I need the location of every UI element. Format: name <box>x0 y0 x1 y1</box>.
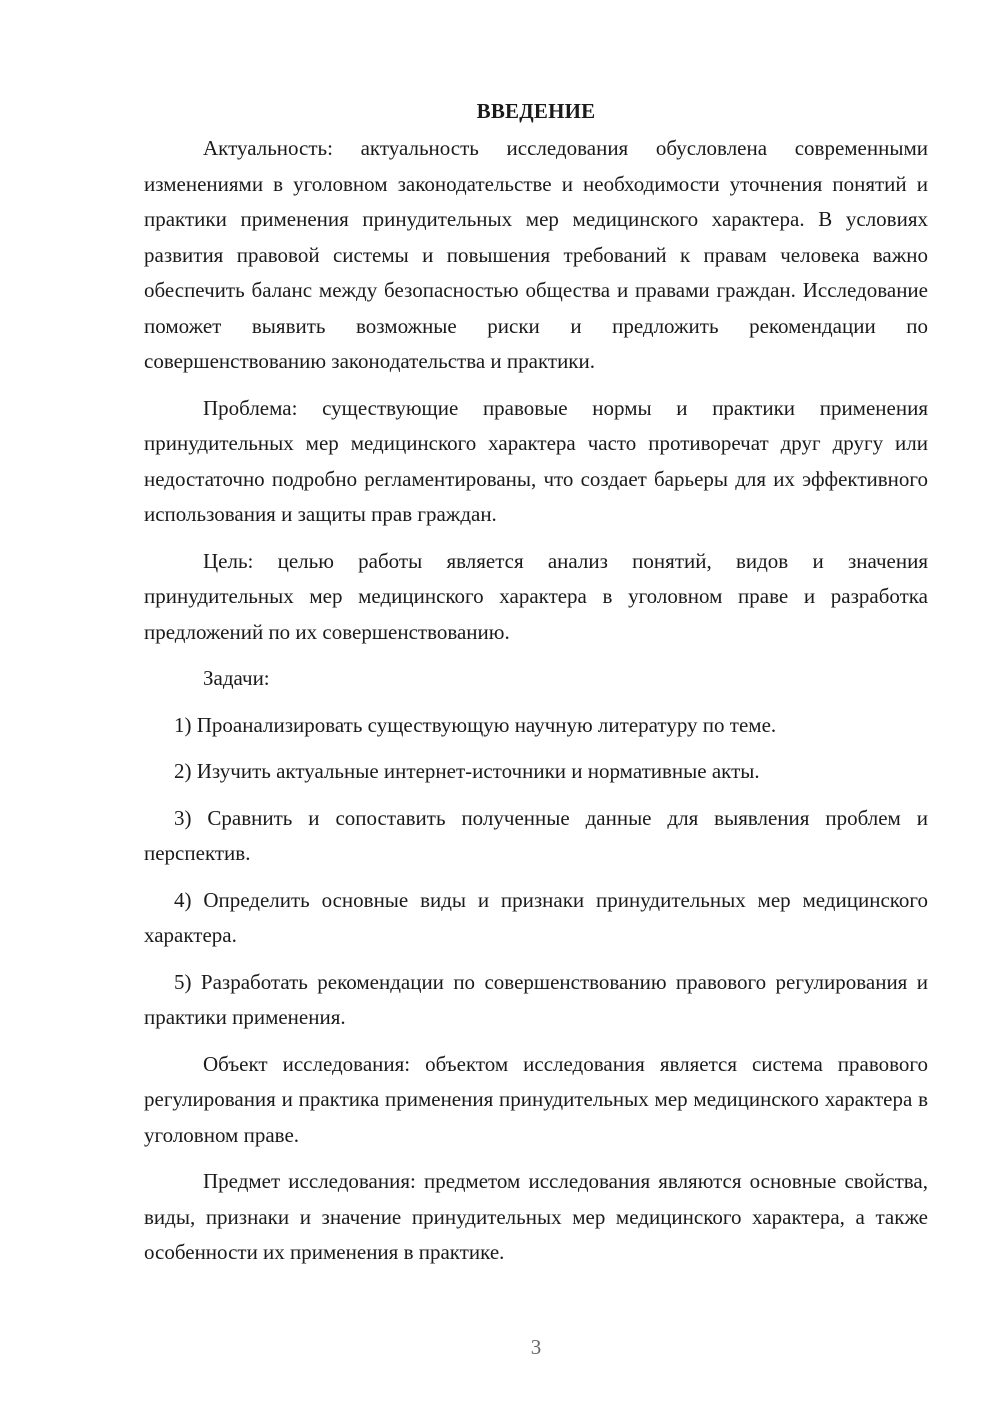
paragraph-object: Объект исследования: объектом исследования является система правового регулирования и практика применения принудительных мер медицинского характера в уголовном праве. <box>144 1051 928 1147</box>
page-number: 3 <box>530 1335 542 1359</box>
paragraph-goal: Цель: целью работы является анализ понятий, видов и значения принудительных мер медицинского характера в уголовном праве и разработка предложений по их совершенствованию. <box>144 548 928 644</box>
task-item-1: 1) Проанализировать существующую научную литературу по теме. <box>174 712 777 737</box>
task-item-5: 5) Разработать рекомендации по совершенствованию правового регулирования и практики применения. <box>144 969 928 1029</box>
task-item-2: 2) Изучить актуальные интернет-источники и нормативные акты. <box>174 759 760 783</box>
paragraph-tasks-heading: Задачи: <box>203 666 270 690</box>
task-item-3: 3) Сравнить и сопоставить полученные данные для выявления проблем и перспектив. <box>144 805 928 865</box>
paragraph-subject: Предмет исследования: предметом исследования являются основные свойства, виды, признаки и значение принудительных мер медицинского характера, а также особенности их применения в практике. <box>144 1169 928 1264</box>
page-content <box>144 94 928 1282</box>
paragraph-problem: Проблема: существующие правовые нормы и практики применения принудительных мер медицинского характера часто противоречат друг другу или недостаточно подробно регламентированы, что создает барьеры для их эффективного использования и защиты прав граждан. <box>144 395 928 526</box>
task-item-4: 4) Определить основные виды и признаки принудительных мер медицинского характера. <box>144 887 928 947</box>
section-title: ВВЕДЕНИЕ <box>476 99 596 123</box>
paragraph-relevance: Актуальность: актуальность исследования обусловлена современными изменениями в уголовном законодательстве и необходимости уточнения понятий и практики применения принудительных мер медицинского характера. В условиях развития правовой системы и повышения требований к правам человека важно обеспечить баланс между безопасностью общества и правами граждан. Исследование поможет выявить возможные риски и предложить рекомендации по совершенствованию законодательства и практики. <box>144 136 928 373</box>
